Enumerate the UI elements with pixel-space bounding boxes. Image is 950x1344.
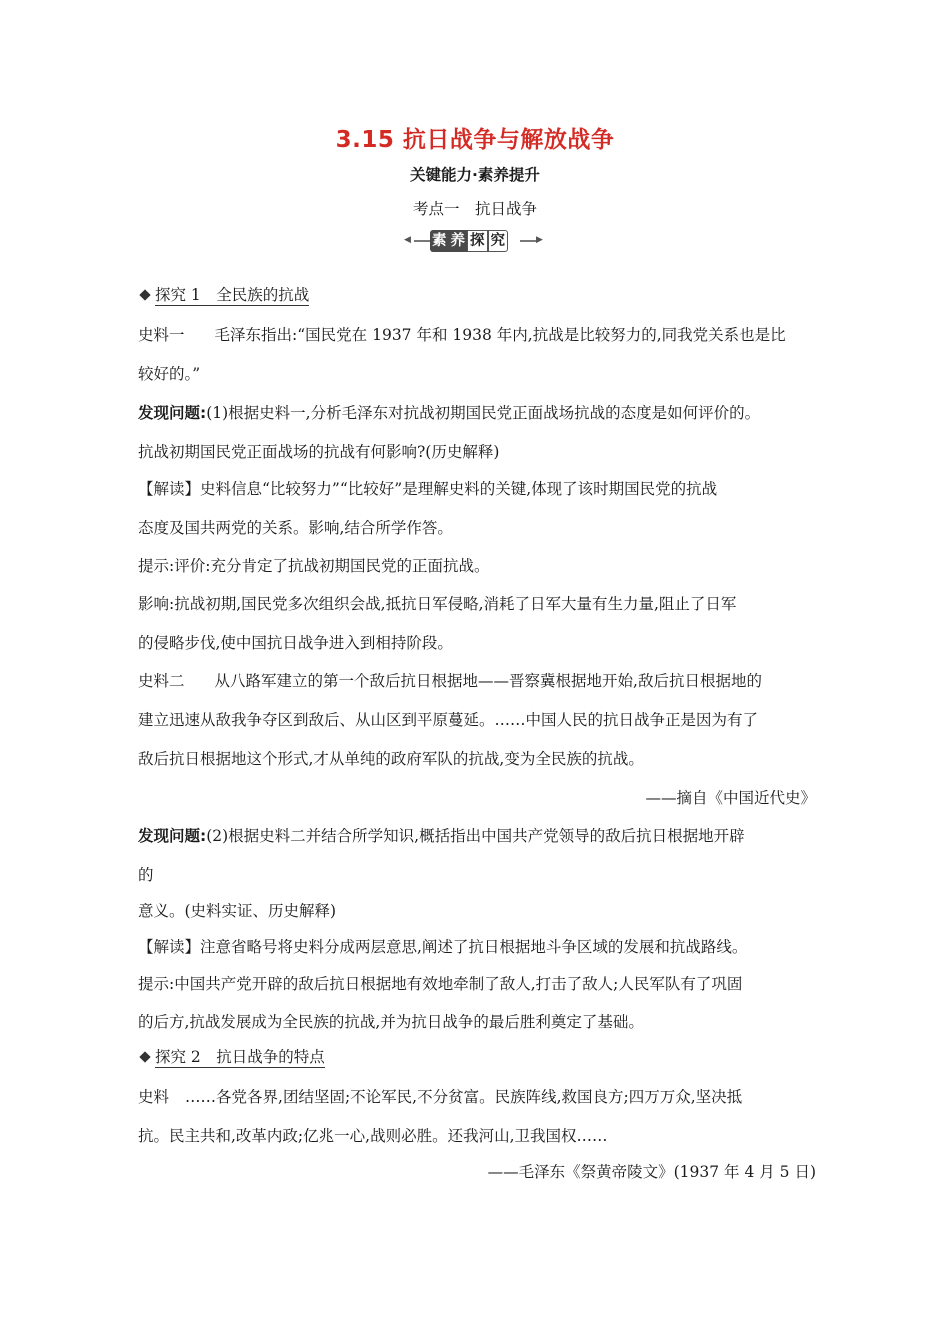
inquiry-1-heading: 探究 1 全民族的抗战 [138, 285, 309, 305]
source-2-line-3: 敌后抗日根据地这个形式,才从单纯的政府军队的抗战,变为全民族的抗战。 [138, 750, 644, 768]
impact-line-1: 影响:抗战初期,国民党多次组织会战,抵抗日军侵略,消耗了日军大量有生力量,阻止了日军 [138, 595, 737, 613]
source-3-line-1: 史料 ……各党各界,团结坚固;不论军民,不分贫富。民族阵线,救国良方;四万万众,坚决抵 [138, 1088, 743, 1106]
diamond-bullet-icon [139, 289, 150, 300]
section-subtitle: 关键能力·素养提升 [410, 166, 540, 184]
source-1-line-1: 史料一 毛泽东指出:“国民党在 1937 年和 1938 年内,抗战是比较努力的,同我党关系也是比 [138, 326, 786, 344]
diamond-bullet-icon [139, 1051, 150, 1062]
badge-right-line [520, 240, 536, 242]
badge-label [430, 230, 520, 252]
interpretation-1-line-2: 态度及国共两党的关系。影响,结合所学作答。 [138, 519, 453, 537]
hint-1: 提示:评价:充分肯定了抗战初期国民党的正面抗战。 [138, 557, 490, 575]
suyang-tanjiu-badge [404, 229, 546, 253]
hint-2-line-2: 的后方,抗战发展成为全民族的抗战,并为抗日战争的最后胜利奠定了基础。 [138, 1013, 644, 1031]
source-2-line-2: 建立迅速从敌我争夺区到敌后、从山区到平原蔓延。……中国人民的抗日战争正是因为有了 [138, 711, 759, 729]
hint-2-line-1: 提示:中国共产党开辟的敌后抗日根据地有效地牵制了敌人,打击了敌人;人民军队有了巩固 [138, 975, 743, 993]
badge-char: 究 [488, 230, 509, 252]
interpretation-1-line-1: 【解读】史料信息“比较努力”“比较好”是理解史料的关键,体现了该时期国民党的抗战 [138, 480, 718, 498]
source-2-citation: ——摘自《中国近代史》 [645, 789, 816, 807]
inquiry-2-heading: 探究 2 抗日战争的特点 [138, 1047, 325, 1067]
source-3-line-2: 抗。民主共和,改革内政;亿兆一心,战则必胜。还我河山,卫我国权…… [138, 1127, 608, 1145]
badge-char: 养 [449, 230, 468, 252]
badge-char: 素 [430, 230, 449, 252]
left-arrow-icon: ◀ [404, 235, 411, 245]
impact-line-2: 的侵略步伐,使中国抗日战争进入到相持阶段。 [138, 634, 453, 652]
question-2-line-1: 发现问题:(2)根据史料二并结合所学知识,概括指出中国共产党领导的敌后抗日根据地开辟 [138, 827, 745, 845]
source-2-line-1: 史料二 从八路军建立的第一个敌后抗日根据地——晋察冀根据地开始,敌后抗日根据地的 [138, 672, 762, 690]
source-3-citation: ——毛泽东《祭黄帝陵文》(1937 年 4 月 5 日) [487, 1163, 816, 1181]
badge-char: 探 [467, 230, 488, 252]
topic-heading: 考点一 抗日战争 [412, 200, 537, 218]
right-arrow-icon: ▶ [536, 235, 543, 245]
document-title: 3.15 抗日战争与解放战争 [335, 127, 615, 153]
question-2-line-2: 的 [138, 866, 154, 884]
question-1-line-1: 发现问题:(1)根据史料一,分析毛泽东对抗战初期国民党正面战场抗战的态度是如何评价的。 [138, 404, 761, 422]
badge-left-line [414, 240, 430, 242]
source-1-line-2: 较好的。” [138, 365, 201, 383]
question-1-line-2: 抗战初期国民党正面战场的抗战有何影响?(历史解释) [138, 443, 500, 461]
interpretation-2: 【解读】注意省略号将史料分成两层意思,阐述了抗日根据地斗争区域的发展和抗战路线。 [138, 938, 748, 956]
question-2-line-3: 意义。(史料实证、历史解释) [138, 902, 337, 920]
